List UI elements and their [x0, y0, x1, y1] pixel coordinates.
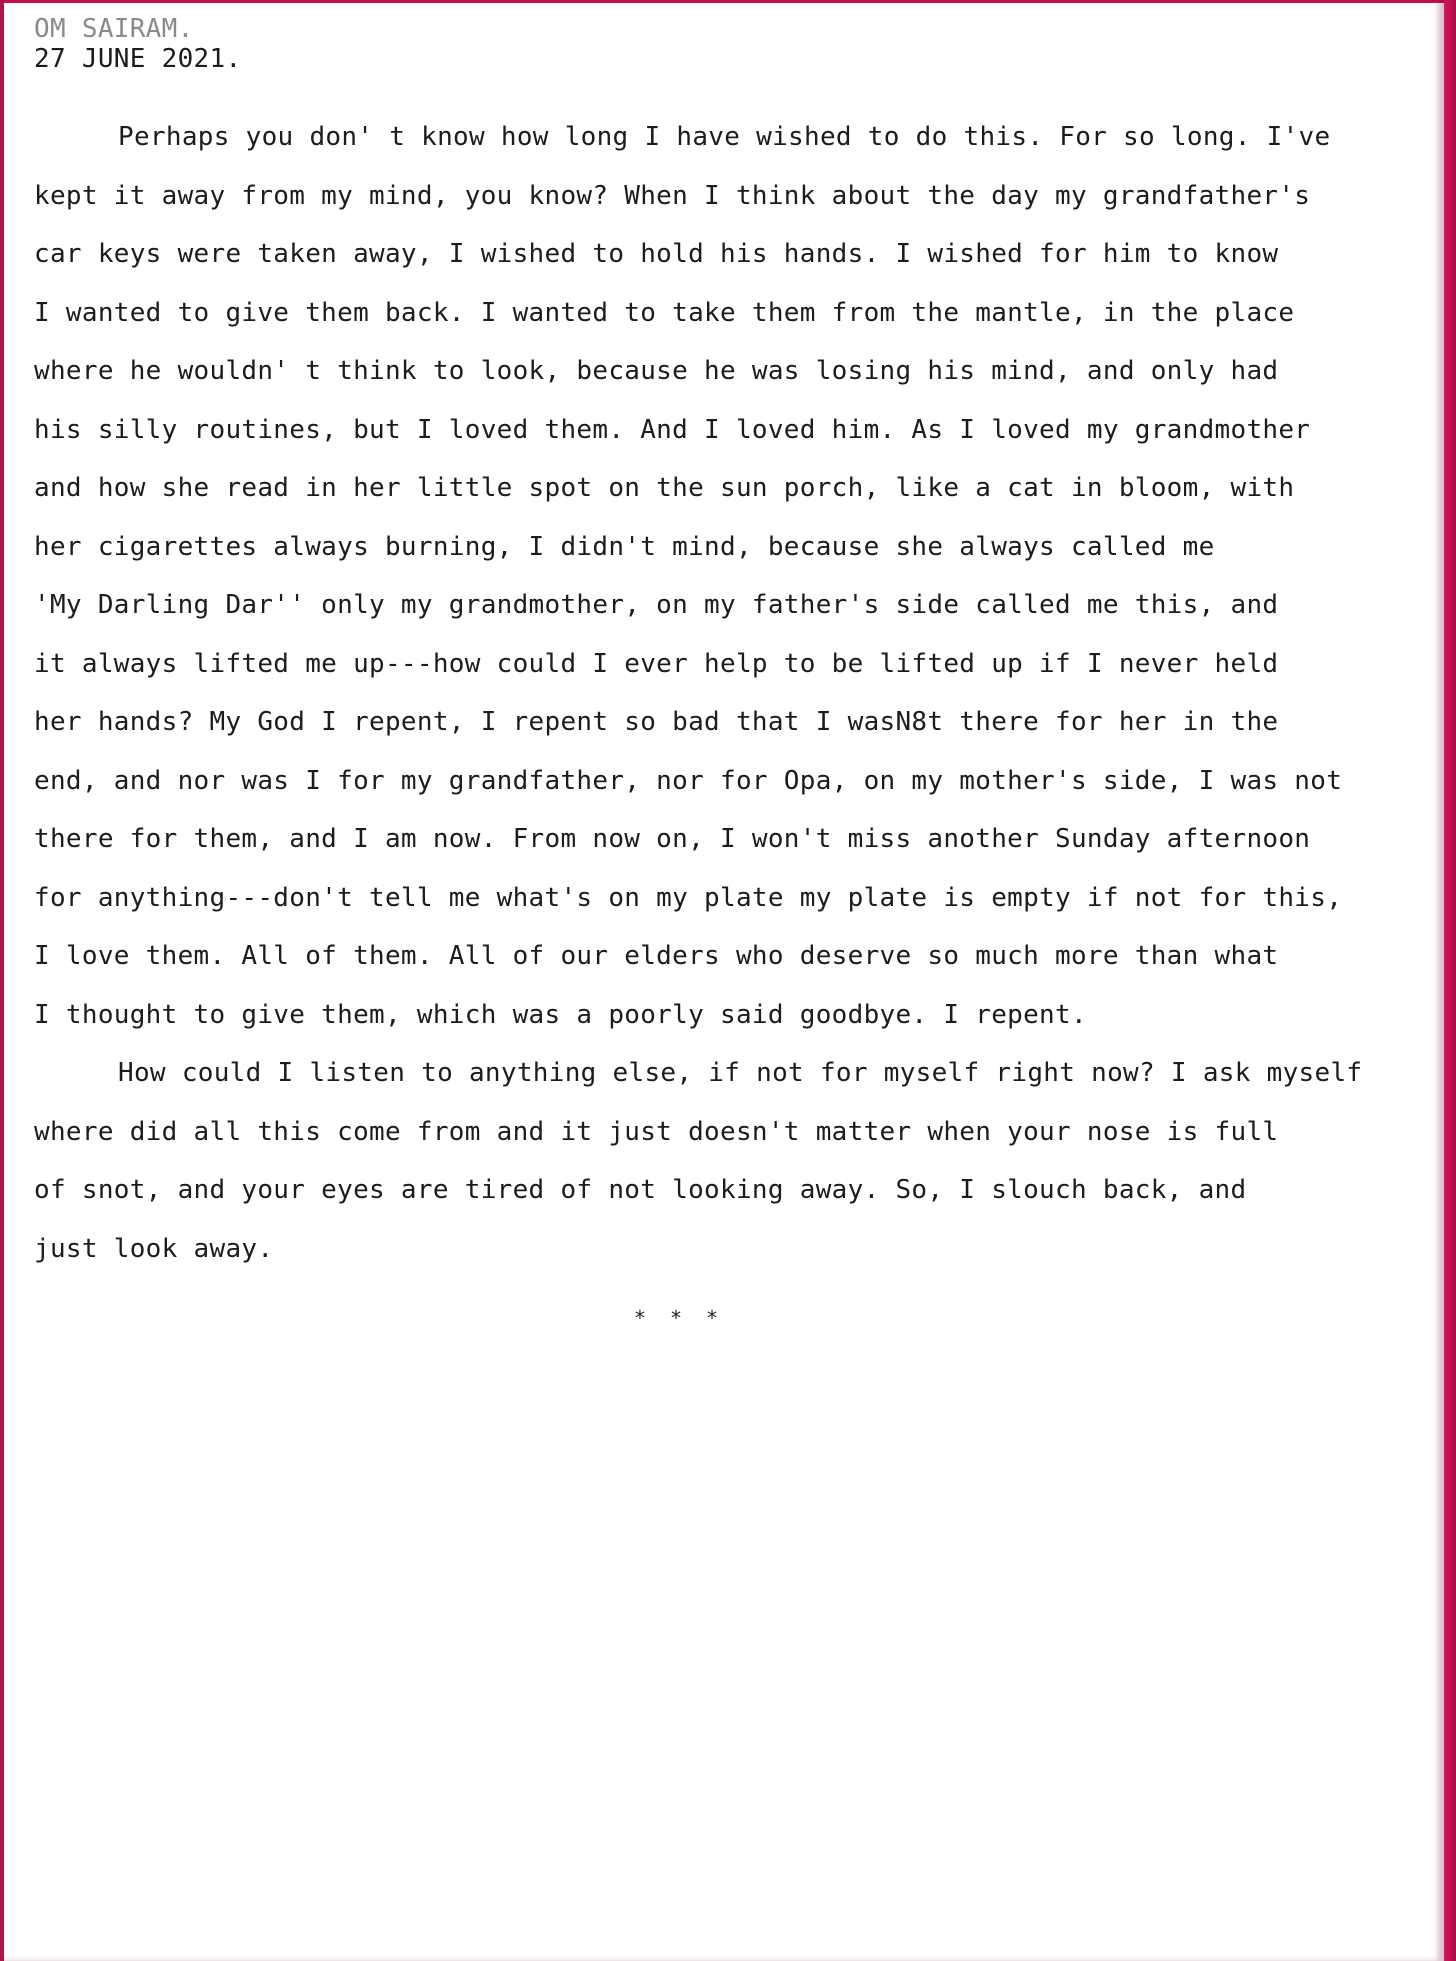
text-line: it always lifted me up---how could I ever help to be lifted up if I never held: [34, 648, 1279, 679]
date-line: 27 JUNE 2021.: [34, 44, 242, 74]
heading-line: OM SAIRAM.: [34, 14, 194, 44]
text-line: just look away.: [34, 1233, 274, 1264]
text-line: How could I listen to anything else, if not for myself right now? I ask myself: [118, 1058, 1363, 1088]
page-edge: [1444, 0, 1456, 1961]
typed-page: [4, 0, 1444, 1961]
section-divider: * * *: [633, 1306, 725, 1330]
text-line: car keys were taken away, I wished to hold his hands. I wished for him to know: [34, 239, 1279, 269]
text-line: her hands? My God I repent, I repent so bad that I wasN8t there for her in the: [34, 707, 1279, 737]
text-line: there for them, and I am now. From now on, I won't miss another Sunday afternoon: [34, 824, 1311, 854]
text-line: 'My Darling Dar'' only my grandmother, on my father's side called me this, and: [34, 590, 1279, 620]
text-line: where he wouldn' t think to look, because he was losing his mind, and only had: [34, 356, 1279, 386]
text-line: of snot, and your eyes are tired of not looking away. So, I slouch back, and: [34, 1175, 1247, 1205]
text-line: I love them. All of them. All of our elders who deserve so much more than what: [34, 941, 1279, 971]
text-line: for anything---don't tell me what's on my plate my plate is empty if not for this,: [34, 882, 1343, 913]
text-line: I wanted to give them back. I wanted to take them from the mantle, in the place: [34, 297, 1295, 328]
document-body: [34, 14, 1444, 1330]
letter-text: [34, 108, 1444, 1278]
text-line: and how she read in her little spot on the sun porch, like a cat in bloom, with: [34, 473, 1295, 503]
text-line: his silly routines, but I loved them. And I loved him. As I loved my grandmother: [34, 414, 1311, 445]
text-line: where did all this come from and it just doesn't matter when your nose is full: [34, 1116, 1279, 1147]
text-line: I thought to give them, which was a poorly said goodbye. I repent.: [34, 999, 1087, 1030]
text-line: kept it away from my mind, you know? When I think about the day my grandfather's: [34, 180, 1311, 211]
text-line: her cigarettes always burning, I didn't mind, because she always called me: [34, 531, 1215, 562]
text-line: Perhaps you don' t know how long I have wished to do this. For so long. I've: [118, 122, 1331, 152]
text-line: end, and nor was I for my grandfather, nor for Opa, on my mother's side, I was not: [34, 765, 1343, 796]
